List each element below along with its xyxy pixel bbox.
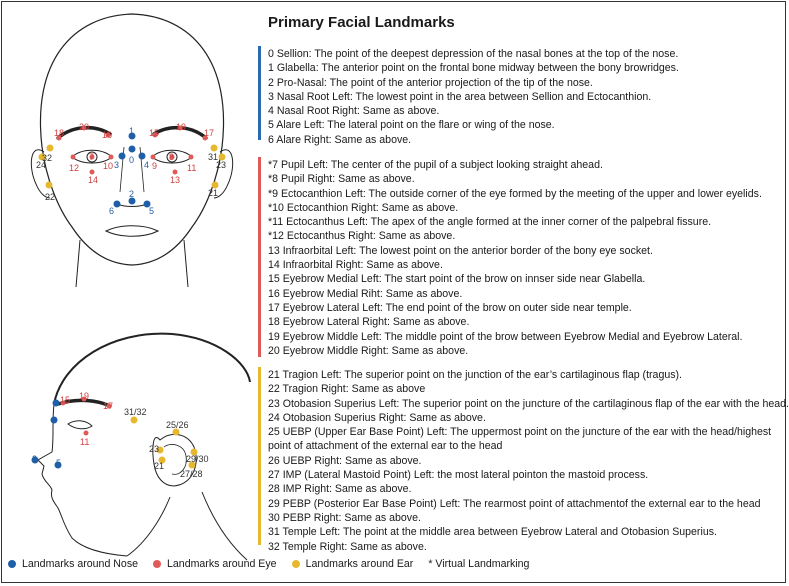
label-14: 14 bbox=[88, 175, 99, 185]
side-label-5: 5 bbox=[56, 458, 62, 468]
list-item: 24 Otobasion Superius Right: Same as above. bbox=[268, 411, 486, 424]
label-12: 12 bbox=[69, 163, 80, 173]
list-item: 31 Temple Left: The point at the middle area between Eyebrow Lateral and Otobasion Superius. bbox=[268, 526, 717, 539]
list-item: *12 Ectocanthus Right: Same as above. bbox=[268, 230, 456, 243]
side-label-23: 23 bbox=[149, 444, 160, 454]
list-item: *10 Ectocanthion Right: Same as above. bbox=[268, 201, 459, 214]
list-item: 32 Temple Right: Same as above. bbox=[268, 540, 427, 553]
figure-frame bbox=[1, 1, 789, 583]
legend-virtual-label: * Virtual Landmarking bbox=[428, 558, 530, 570]
label-11: 11 bbox=[187, 163, 197, 173]
list-item: 5 Alare Left: The lateral point on the flare or wing of the nose. bbox=[268, 119, 555, 132]
landmark-9 bbox=[71, 155, 76, 160]
front-face-illustration bbox=[2, 2, 247, 287]
list-item: 30 PEBP Right: Same as above. bbox=[268, 511, 421, 524]
list-item: 15 Eyebrow Medial Left: The start point of the brow on innser side near Glabella. bbox=[268, 273, 646, 286]
landmark-14 bbox=[90, 170, 95, 175]
figure-title: Primary Facial Landmarks bbox=[268, 14, 455, 31]
legend-nose bbox=[8, 558, 138, 570]
label-31: 31 bbox=[208, 152, 219, 162]
label-13: 13 bbox=[170, 175, 181, 185]
legend-eye-dot bbox=[153, 560, 161, 568]
landmark-31 bbox=[211, 145, 218, 152]
label-15: 15 bbox=[149, 128, 160, 138]
label-17: 17 bbox=[204, 128, 215, 138]
landmark-32 bbox=[47, 145, 54, 152]
side-face-illustration bbox=[2, 302, 252, 562]
side-landmark-31-32 bbox=[131, 417, 138, 424]
list-item: 26 UEBP Right: Same as above. bbox=[268, 454, 422, 467]
nose-landmark-list bbox=[268, 47, 679, 147]
landmark-6 bbox=[114, 201, 121, 208]
legend-eye bbox=[153, 558, 277, 570]
legend-ear-dot bbox=[292, 560, 300, 568]
label-0: 0 bbox=[129, 155, 135, 165]
legend-nose-dot bbox=[8, 560, 16, 568]
list-item: 28 IMP Right: Same as above. bbox=[268, 483, 412, 496]
label-5: 5 bbox=[149, 206, 155, 216]
label-24: 24 bbox=[36, 160, 47, 170]
eye-landmark-list bbox=[268, 158, 762, 358]
label-32: 32 bbox=[42, 153, 53, 163]
legend-ear bbox=[292, 558, 414, 570]
side-landmark-glabella bbox=[53, 400, 60, 407]
list-item: 18 Eyebrow Lateral Right: Same as above. bbox=[268, 316, 470, 329]
landmark-0 bbox=[129, 146, 136, 153]
legend bbox=[8, 558, 544, 570]
list-item: 14 Infraorbital Right: Same as above. bbox=[268, 259, 443, 272]
list-item: 2 Pro-Nasal: The point of the anterior projection of the tip of the nose. bbox=[268, 76, 593, 89]
list-item: 13 Infraorbital Left: The lowest point on the anterior border of the bony eye socket. bbox=[268, 244, 653, 257]
label-4: 4 bbox=[144, 160, 150, 170]
landmark-22 bbox=[46, 182, 53, 189]
list-item: 19 Eyebrow Middle Left: The middle point of the brow between Eyebrow Medial and Eyebrow Lateral. bbox=[268, 330, 743, 343]
label-10: 10 bbox=[103, 161, 114, 171]
list-item: 22 Tragion Right: Same as above bbox=[268, 383, 426, 396]
legend-eye-label: Landmarks around Eye bbox=[167, 558, 277, 570]
label-16: 16 bbox=[102, 130, 113, 140]
legend-ear-label: Landmarks around Ear bbox=[305, 558, 414, 570]
label-22: 22 bbox=[45, 192, 56, 202]
list-item: 23 Otobasion Superius Left: The superior point on the juncture of the cartilaginous flap of the ear with the head. bbox=[268, 397, 789, 410]
landmark-4 bbox=[139, 153, 146, 160]
legend-nose-label: Landmarks around Nose bbox=[22, 558, 139, 570]
side-label-27-28: 27/28 bbox=[180, 469, 203, 479]
ear-group-bar bbox=[258, 367, 261, 545]
side-landmark-11 bbox=[84, 431, 89, 436]
landmark-11 bbox=[189, 155, 194, 160]
list-item: 1 Glabella: The anterior point on the frontal bone midway between the bony browridges. bbox=[268, 62, 679, 75]
side-label-21: 21 bbox=[154, 461, 165, 471]
legend-virtual bbox=[428, 558, 529, 570]
list-item: *7 Pupil Left: The center of the pupil of a subject looking straight ahead. bbox=[268, 159, 603, 171]
side-label-19: 19 bbox=[79, 391, 90, 401]
label-8: 8 bbox=[169, 152, 175, 162]
list-item: *11 Ectocanthus Left: The apex of the angle formed at the inner corner of the palpebral fissure. bbox=[268, 216, 712, 229]
label-2: 2 bbox=[129, 189, 135, 199]
label-21: 21 bbox=[208, 188, 219, 198]
side-label-11: 11 bbox=[80, 437, 90, 447]
landmark-12 bbox=[151, 155, 156, 160]
side-landmark-nasal-root bbox=[51, 417, 58, 424]
list-item: 6 Alare Right: Same as above. bbox=[268, 133, 412, 146]
landmark-13 bbox=[173, 170, 178, 175]
label-20: 20 bbox=[79, 122, 90, 132]
side-label-15: 15 bbox=[60, 395, 71, 405]
list-item: 20 Eyebrow Middle Right: Same as above. bbox=[268, 344, 469, 357]
label-18: 18 bbox=[54, 128, 65, 138]
list-item: 0 Sellion: The point of the deepest depression of the nasal bones at the top of the nose. bbox=[268, 48, 679, 60]
ear-landmark-list bbox=[268, 368, 789, 554]
label-19: 19 bbox=[176, 122, 187, 132]
side-label-29-30: 29/30 bbox=[186, 454, 209, 464]
list-item: 17 Eyebrow Lateral Left: The end point of the brow on outer side near temple. bbox=[268, 301, 632, 314]
list-item: 16 Eyebrow Medial Riht: Same as above. bbox=[268, 287, 463, 300]
list-item: *9 Ectocanthion Left: The outside corner of the eye formed by the meeting of the upper and lower eyelids. bbox=[268, 187, 762, 200]
label-3: 3 bbox=[114, 160, 120, 170]
list-item: 3 Nasal Root Left: The lowest point in the area between Sellion and Ectocanthion. bbox=[268, 90, 652, 103]
label-9: 9 bbox=[152, 161, 158, 171]
label-1: 1 bbox=[129, 126, 135, 136]
list-item: *8 Pupil Right: Same as above. bbox=[268, 173, 415, 186]
eye-group-bar bbox=[258, 157, 261, 357]
list-item: 27 IMP (Lateral Mastoid Point) Left: the most lateral pointon the mastoid process. bbox=[268, 469, 649, 482]
label-6: 6 bbox=[109, 206, 115, 216]
list-item: 29 PEBP (Posterior Ear Base Point) Left: The rearmost point of attachmentof the external ear to the head bbox=[268, 497, 761, 510]
label-23: 23 bbox=[216, 160, 227, 170]
list-item: 21 Tragion Left: The superior point on the junction of the ear’s cartilaginous flap (tragus). bbox=[268, 369, 682, 381]
landmark-3 bbox=[119, 153, 126, 160]
nose-group-bar bbox=[258, 46, 261, 140]
side-label-17: 17 bbox=[103, 401, 114, 411]
list-item: 25 UEBP (Upper Ear Base Point) Left: The uppermost point on the juncture of the ear with the head/highest point of attachment of the external ear to the head bbox=[268, 426, 772, 453]
side-label-2: 2 bbox=[32, 454, 38, 464]
landmark-10 bbox=[109, 155, 114, 160]
list-item: 4 Nasal Root Right: Same as above. bbox=[268, 105, 440, 118]
label-7: 7 bbox=[89, 152, 95, 162]
side-label-31-32: 31/32 bbox=[124, 407, 147, 417]
side-label-25-26: 25/26 bbox=[166, 420, 189, 430]
